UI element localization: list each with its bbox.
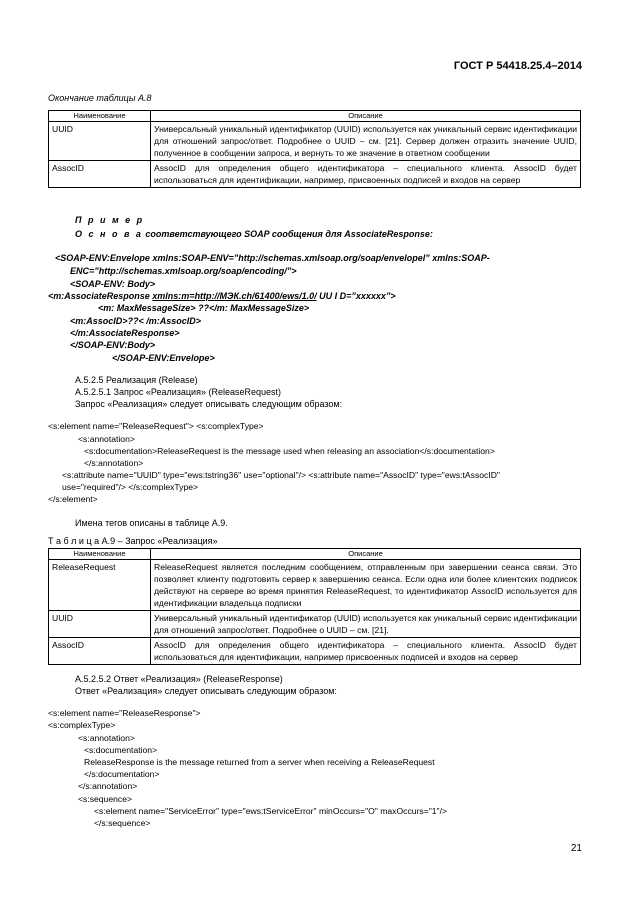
table-a9-header-desc: Описание — [151, 549, 581, 560]
code-line: </s:annotation> — [84, 458, 144, 468]
table-cell-desc: Универсальный уникальный идентификатор (UUID) используется как уникальный сервис идентификации для отношений запрос/ответ. Подробнее о UUID – см. [21]. Сервер должен отразить значение UUID, полученное в сообщении запроса, и вернуть то же значение в ответном сообщении — [151, 122, 581, 161]
table-cell-name: ReleaseRequest — [49, 560, 151, 611]
example-label: П р и м е р — [75, 215, 145, 225]
code-line: <s:documentation> — [84, 745, 158, 755]
document-header: ГОСТ Р 54418.25.4–2014 — [453, 60, 582, 72]
code-line: </s:sequence> — [94, 818, 151, 828]
example-intro — [75, 228, 433, 240]
table-cell-name: UUID — [49, 611, 151, 638]
table-a8-caption: Окончание таблицы А.8 — [48, 93, 152, 103]
code-line: <s:complexType> — [48, 720, 116, 730]
xml-line: <m:AssociateResponse xmlns:m=http://МЭК.ch/61400/ews/1.0/ UU I D=”xxxxxx”> — [48, 291, 396, 301]
table-a9-caption: Т а б л и ц а А.9 – Запрос «Реализация» — [48, 536, 218, 546]
table-cell-desc: AssocID для определения общего идентификатора – специального клиента. AssocID будет использоваться для идентификации, например, присвоенных подписей и входов на сервер — [151, 161, 581, 188]
code-line: </s:documentation> — [84, 769, 160, 779]
xml-line: <m:AssocID>??< /m:AssocID> — [70, 316, 202, 326]
example-intro-spaced: О с н о в а — [75, 229, 143, 239]
table-a8-header-desc: Описание — [151, 111, 581, 122]
code-line: <s:annotation> — [78, 733, 135, 743]
table-cell-desc: ReleaseRequest является последним сообщением, отправленным при завершении сеанса связи. Это позволяет клиенту подготовить сервер к завершению сеанса. Если одна или более клиентских подписок действуют на сервере во время принятия ReleaseRequest, то идентификатор AssocID используется для идентификации владельца подписки — [151, 560, 581, 611]
section-heading: А.5.2.5.1 Запрос «Реализация» (ReleaseRequest) — [75, 387, 281, 397]
table-cell-desc: Универсальный уникальный идентификатор (UUID) используется как уникальный сервис идентификации для отношений запрос/ответ. Подробнее о UUID – см. [21]. — [151, 611, 581, 638]
table-row — [49, 122, 581, 161]
table-cell-desc: AssocID для определения общего идентификатора – специального клиента. AssocID будет использоваться для идентификации, например присвоенных подписей и входов на сервер — [151, 638, 581, 665]
xml-line: </SOAP-ENV:Envelope> — [112, 353, 215, 363]
table-a9 — [48, 548, 581, 665]
code-line: <s:element name="ServiceError" type="ews:tServiceError" minOccurs="O" maxOccurs="1"/> — [94, 806, 447, 816]
code-line: <s:sequence> — [78, 794, 132, 804]
code-line: <s:element name="ReleaseRequest"> <s:complexType> — [48, 421, 264, 431]
paragraph: Запрос «Реализация» следует описывать следующим образом: — [75, 399, 343, 409]
table-row — [49, 161, 581, 188]
example-intro-rest: соответствующего SOAP сообщения для AssociateResponse: — [142, 229, 433, 239]
table-row — [49, 611, 581, 638]
table-a8-header-name: Наименование — [49, 111, 151, 122]
xml-line: ENC=”http://schemas.xmlsoap.org/soap/encoding/”> — [70, 266, 297, 276]
code-line: </s:element> — [48, 494, 98, 504]
code-line: ReleaseResponse is the message returned from a server when receiving a ReleaseRequest — [84, 757, 435, 767]
code-line: use="required"/> </s:complexType> — [62, 482, 199, 492]
page-number: 21 — [570, 843, 582, 854]
table-cell-name: AssocID — [49, 161, 151, 188]
xml-line: <m: MaxMessageSize> ??</m: MaxMessageSize> — [98, 303, 310, 313]
code-line: </s:annotation> — [78, 781, 138, 791]
xml-line: <SOAP-ENV: Body> — [70, 279, 156, 289]
table-cell-name: AssocID — [49, 638, 151, 665]
code-line: <s:documentation>ReleaseRequest is the message used when releasing an association</s:documentation> — [84, 446, 495, 456]
code-line: <s:annotation> — [78, 434, 135, 444]
xml-line: <SOAP-ENV:Envelope xmlns:SOAP-ENV=”http://schemas.xmlsoap.org/soap/envelopel” xmlns:SOAP- — [55, 253, 490, 263]
xml-line: </m:AssociateResponse> — [70, 328, 180, 338]
paragraph: Имена тегов описаны в таблице А.9. — [75, 518, 228, 528]
code-line: <s:element name="ReleaseResponse"> — [48, 708, 201, 718]
section-heading: А.5.2.5.2 Ответ «Реализация» (ReleaseResponse) — [75, 674, 283, 684]
table-a8 — [48, 110, 581, 188]
section-heading: А.5.2.5 Реализация (Release) — [75, 375, 198, 385]
paragraph: Ответ «Реализация» следует описывать следующим образом: — [75, 686, 337, 696]
code-line: <s:attribute name="UUID" type="ews:tstring36" use="optional"/> <s:attribute name="AssocID" type="ews:tAssocID" — [62, 470, 500, 480]
xml-line: </SOAP-ENV:Body> — [70, 340, 156, 350]
table-cell-name: UUID — [49, 122, 151, 161]
table-row — [49, 560, 581, 611]
table-row — [49, 638, 581, 665]
table-a9-header-name: Наименование — [49, 549, 151, 560]
